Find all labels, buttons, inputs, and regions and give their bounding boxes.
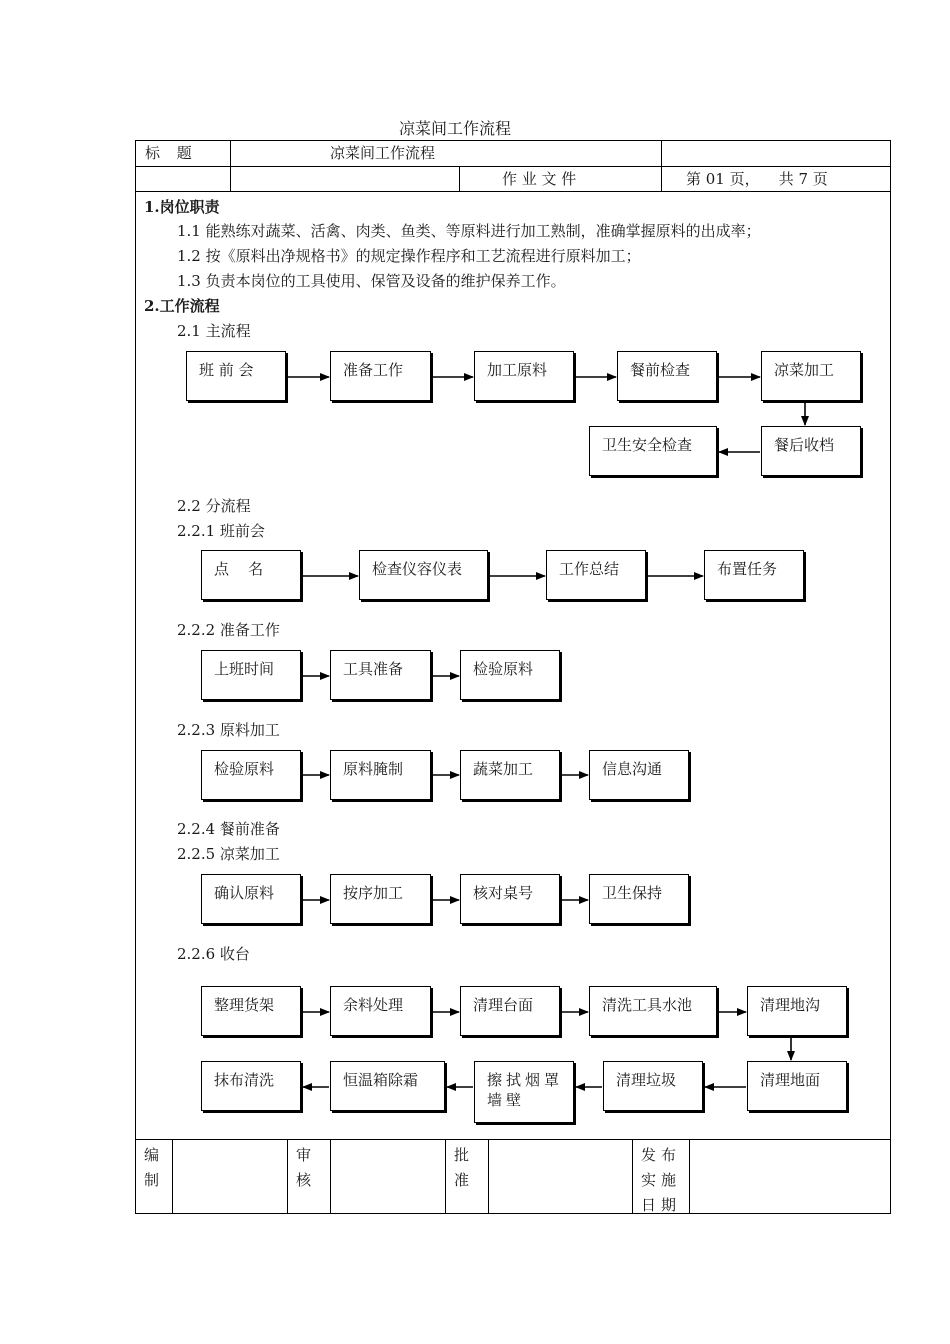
duty-item: 1.3 负责本岗位的工具使用、保管及设备的维护保养工作。 [177,272,566,290]
footer-col-line [488,1139,489,1214]
flow-box: 清洗工具水池 [589,986,717,1036]
footer-label-compile: 编制 [144,1146,160,1189]
footer-col-line [172,1139,173,1214]
flow-box: 原料腌制 [330,750,431,800]
title-label: 标 题 [145,144,198,162]
flow-box: 准备工作 [330,351,431,401]
flow-label-prep: 2.2.2 准备工作 [177,621,280,639]
section-heading-workflow: 2.工作流程 [144,297,220,315]
page-info: 第 01 页， 共 7 页 [686,170,828,188]
flow-box: 班 前 会 [186,351,286,401]
flow-box: 清理垃圾 [603,1061,703,1111]
duty-item: 1.2 按《原料出净规格书》的规定操作程序和工艺流程进行原料加工； [177,247,641,265]
footer-divider [135,1139,891,1140]
flow-box: 工作总结 [546,550,646,600]
flow-box: 检验原料 [201,750,301,800]
title-value: 凉菜间工作流程 [330,144,436,162]
footer-col-line [330,1139,331,1214]
footer-label-review: 审核 [296,1146,312,1189]
flow-box: 餐后收档 [761,426,861,476]
flow-box: 卫生安全检查 [589,426,717,476]
flow-box: 工具准备 [330,650,431,700]
flow-box: 上班时间 [201,650,301,700]
flow-box: 餐前检查 [617,351,717,401]
flow-box: 清理地沟 [747,986,847,1036]
footer-col-line [287,1139,288,1214]
flow-box: 确认原料 [201,874,301,924]
main-flow-label: 2.1 主流程 [177,322,251,340]
flow-box: 清理台面 [460,986,560,1036]
section-heading-duties: 1.岗位职责 [144,198,220,216]
flow-box: 检查仪容仪表 [359,550,488,600]
flow-label-processing: 2.2.3 原料加工 [177,721,280,739]
footer-label-approve: 批准 [454,1146,470,1189]
flow-box: 蔬菜加工 [460,750,560,800]
flow-box: 抹布清洗 [201,1061,301,1111]
flow-box: 按序加工 [330,874,431,924]
footer-col-line [689,1139,690,1214]
flow-box: 卫生保持 [589,874,689,924]
footer-col-line [632,1139,633,1214]
flow-box: 余料处理 [330,986,431,1036]
header-col-line [661,140,662,191]
duty-item: 1.1 能熟练对蔬菜、活禽、肉类、鱼类、等原料进行加工熟制，准确掌握原料的出成率； [177,222,761,240]
flow-box: 加工原料 [474,351,574,401]
flow-box: 恒温箱除霜 [330,1061,445,1111]
flow-box: 擦拭烟罩墙壁 [474,1061,574,1123]
flow-box: 检验原料 [460,650,560,700]
flow-label-premeal: 2.2.4 餐前准备 [177,820,280,838]
header-divider [135,166,891,167]
flow-box: 点 名 [201,550,301,600]
header-col-line [459,166,460,191]
sub-flow-label: 2.2 分流程 [177,497,251,515]
footer-label-release-date: 发布实施日期 [641,1146,682,1214]
flow-box: 信息沟通 [589,750,689,800]
flow-box: 清理地面 [747,1061,847,1111]
header-col-line [230,140,231,191]
doc-type: 作 业 文 件 [502,170,577,188]
flow-label-briefing: 2.2.1 班前会 [177,522,265,540]
document-title: 凉菜间工作流程 [398,119,511,138]
flow-label-closing: 2.2.6 收台 [177,945,250,963]
header-bottom-divider [135,191,891,192]
flow-box: 核对桌号 [460,874,560,924]
footer-col-line [445,1139,446,1214]
flow-box: 整理货架 [201,986,301,1036]
flow-box: 布置任务 [704,550,804,600]
flow-label-cold-dish: 2.2.5 凉菜加工 [177,845,280,863]
flow-box: 凉菜加工 [761,351,861,401]
